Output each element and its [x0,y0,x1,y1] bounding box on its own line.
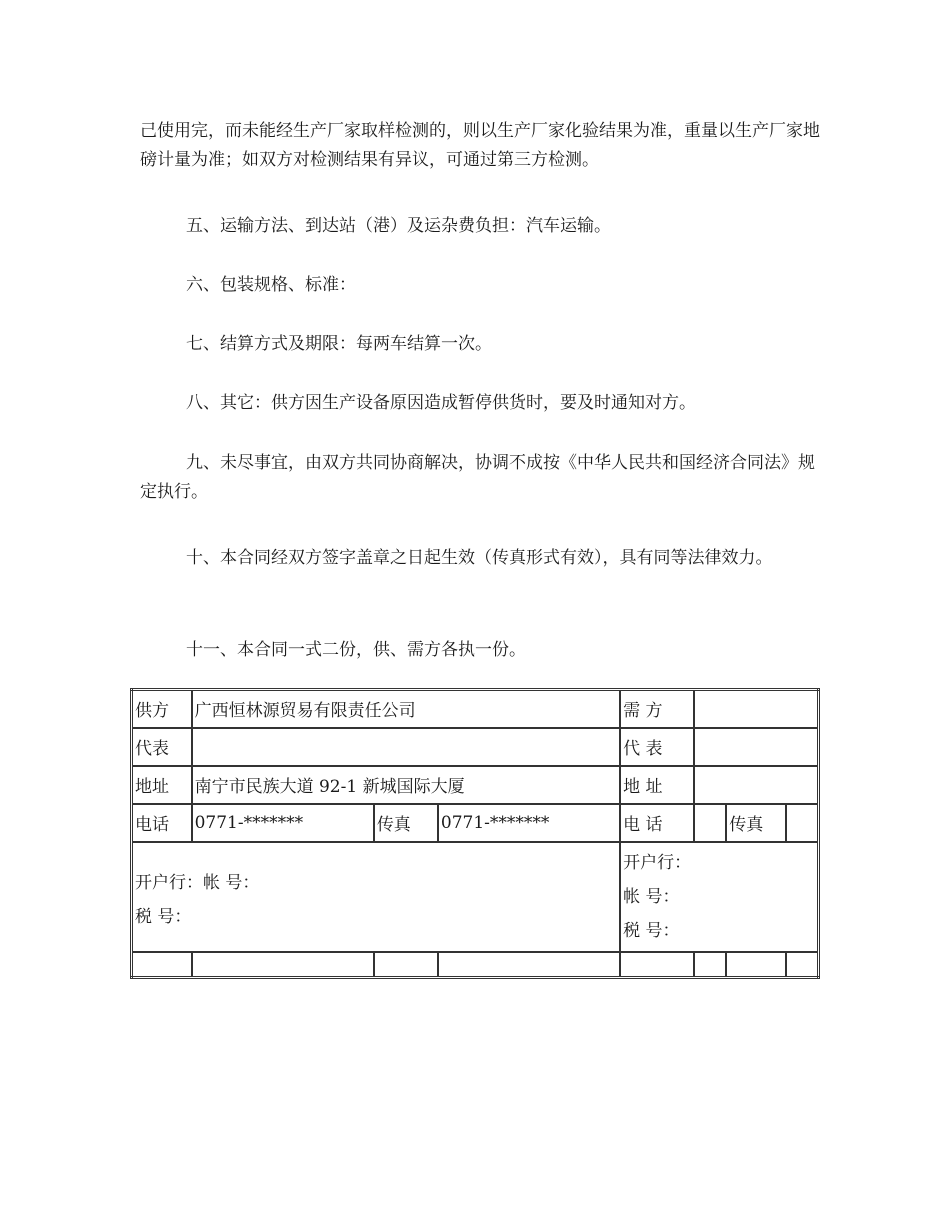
blank-cell [726,952,786,978]
phone-fax-row [132,804,819,842]
buyer-tax-id-line: 税 号： [623,920,680,941]
clause-8-other: 八、其它：供方因生产设备原因造成暂停供货时，要及时通知对方。 [186,393,696,413]
blank-cell [694,952,726,978]
supplier-fax-value: 0771-******* [438,804,620,842]
blank-row [132,952,819,978]
address-row [132,766,819,804]
supplier-address-label: 地址 [132,766,192,804]
blank-cell [620,952,694,978]
supplier-phone-label: 电话 [132,804,192,842]
supplier-bank-account-line: 开户行：帐 号： [135,872,260,893]
supplier-bank-info [132,842,621,952]
blank-cell [374,952,438,978]
buyer-name[interactable] [694,690,818,728]
clause-11-copies: 十一、本合同一式二份，供、需方各执一份。 [186,640,526,660]
clause-6-packaging: 六、包装规格、标准： [186,275,356,295]
buyer-account-line: 帐 号： [623,886,680,907]
clause-4-continuation: 己使用完，而未能经生产厂家取样检测的，则以生产厂家化验结果为准，重量以生产厂家地磅计量为准；如双方对检测结果有异议，可通过第三方检测。 [140,121,820,170]
clause-7-settlement: 七、结算方式及期限：每两车结算一次。 [186,334,492,354]
buyer-phone-label: 电 话 [620,804,694,842]
blank-cell [192,952,374,978]
bank-info-row [132,842,819,952]
supplier-row [132,690,819,728]
buyer-fax-value[interactable] [786,804,818,842]
buyer-address-value[interactable] [694,766,818,804]
clause-9-disputes: 九、未尽事宜，由双方共同协商解决，协调不成按《中华人民共和国经济合同法》规定执行。 [140,453,815,502]
supplier-rep-value[interactable] [192,728,621,766]
blank-cell [132,952,192,978]
supplier-tax-id-line: 税 号： [135,906,192,927]
buyer-fax-label: 传真 [726,804,786,842]
clause-10-effective: 十、本合同经双方签字盖章之日起生效（传真形式有效），具有同等法律效力。 [186,548,773,568]
buyer-label: 需 方 [620,690,694,728]
buyer-bank-info [620,842,818,952]
blank-cell [438,952,620,978]
buyer-rep-label: 代 表 [620,728,694,766]
buyer-phone-value[interactable] [694,804,726,842]
supplier-phone-value: 0771-******* [192,804,374,842]
buyer-address-label: 地 址 [620,766,694,804]
clause-5-transport: 五、运输方法、到达站（港）及运杂费负担：汽车运输。 [186,216,611,236]
supplier-label: 供方 [132,690,192,728]
supplier-name: 广西恒林源贸易有限责任公司 [192,690,621,728]
supplier-rep-label: 代表 [132,728,192,766]
supplier-address-value: 南宁市民族大道 92-1 新城国际大厦 [192,766,621,804]
supplier-fax-label: 传真 [374,804,438,842]
representative-row [132,728,819,766]
buyer-bank-line: 开户行： [623,852,692,873]
blank-cell [786,952,818,978]
party-info-table [130,688,820,979]
buyer-rep-value[interactable] [694,728,818,766]
